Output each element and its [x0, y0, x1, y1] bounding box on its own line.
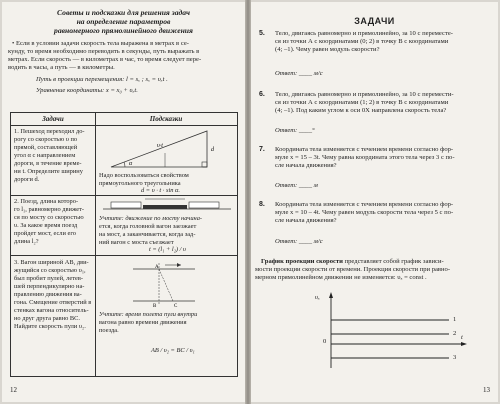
formula1: d = υ · t · sin α.: [141, 187, 181, 194]
hint3-line2: вагона равно времени движения: [99, 319, 187, 326]
problem-7-answer: Ответ: ____ м: [275, 182, 318, 189]
left-header-line1: Советы и подсказки для решения задач: [57, 8, 190, 17]
left-page: [2, 2, 245, 402]
problem-7-line3: сле начала движения?: [275, 162, 337, 169]
axis-v-label: υₓ: [315, 294, 320, 301]
problem-5-line1: Тело, двигаясь равномерно и прямолинейно, за 10 с переместе-: [275, 30, 453, 37]
intro-line1: • Если в условии задачи скорость тела выражена в метрах в се-: [12, 40, 189, 47]
svg-text:B: B: [153, 304, 157, 309]
formula2: t = (l₁ + l₂) / υ: [149, 246, 186, 253]
left-header-line3: равномерного прямолинейного движения: [54, 26, 193, 35]
line-3-label: 3: [453, 354, 457, 361]
problem-7-number: 7.: [259, 146, 265, 153]
row1-divider: [11, 195, 237, 196]
graph-text-line2: мости проекции скорости от времени. Проекция скорости при равно-: [255, 266, 451, 273]
train-on-bridge-diagram: [101, 197, 233, 213]
hint3-line1: Учтите: время полета пули внутри: [99, 311, 198, 318]
intro-line3: метрах. Если скорость — в километрах в час, то время следует пере-: [8, 56, 202, 63]
line-2-label: 2: [453, 330, 457, 337]
hint2-line4: ний вагон с моста съезжает: [99, 239, 174, 246]
problem-6-line2: ся из точки А с координатами (1; 2) в точку В с координатами: [275, 99, 449, 106]
problem-6-line3: (4; –1). Под каким углом к оси 0Х направлена скорость тела?: [275, 107, 447, 114]
graph-text-rest-1: представляет собой график зависи-: [342, 258, 444, 265]
hint2-line2: ется, когда головной вагон заезжает: [99, 223, 197, 230]
problem-7-line1: Координата тела изменяется с течением времени согласно фор-: [275, 146, 454, 153]
hint2-line3: на мост, а заканчивается, когда зад-: [99, 231, 196, 238]
line-1-label: 1: [453, 316, 457, 323]
left-header-line2: на определение параметров: [76, 17, 171, 26]
problem-6-answer: Ответ: ____°: [275, 127, 315, 134]
column-divider: [95, 113, 96, 376]
graph-text-line3: мерном прямолинейном движении не изменяется: υₓ = const .: [255, 274, 427, 281]
svg-text:C: C: [174, 304, 178, 309]
problem-8-line1: Координата тела изменяется с течением времени согласно фор-: [275, 201, 454, 208]
problems-title: ЗАДАЧИ: [354, 16, 395, 26]
problem-6-number: 6.: [259, 91, 265, 98]
intro-line2: кунду, то время необходимо переводить в секунды, путь выражать в: [8, 48, 200, 55]
svg-text:A: A: [155, 265, 159, 270]
left-page-number: 12: [10, 386, 17, 394]
formula3: AB / υ₂ = BC / υ₁: [151, 347, 195, 354]
axis-t-label: t: [461, 334, 463, 341]
hint2-line1: Учтите: движение по мосту начина-: [99, 215, 203, 222]
right-page-number: 13: [483, 386, 490, 394]
velocity-graph: [311, 290, 471, 372]
problem-8-answer: Ответ: ____ м/с: [275, 238, 323, 245]
svg-text:d: d: [211, 147, 214, 153]
problem-5-number: 5.: [259, 30, 265, 37]
problem-5-line2: ся из точки А с координатами (0; 2) в точку В с координатами: [275, 38, 449, 45]
axis-origin-label: 0: [323, 338, 327, 345]
wagon-bullet-diagram: [129, 259, 199, 309]
hint1-line2: прямоугольного треугольника: [99, 180, 181, 187]
right-page: [251, 2, 498, 402]
svg-text:α: α: [129, 161, 133, 167]
intro-line4: водить в часы, а путь — в километры.: [8, 64, 115, 71]
hints-column-header: Подсказки: [149, 115, 183, 123]
hints-table: Задачи Подсказки 1. Пешеход переходил до- рогу со скоростью υ по прямой, составляющей угол α с направлением дороги, в течение време- ни t. Определите ширину дороги d. α υ·t d Надо воспользоваться свойством прямоугольного треугольника d = υ · t · sin α. 2. Поезд, длина которо- го l₁, равномерно движет- ся по мосту со скоростью υ. За какое время поезд пройдет мост, если его длина l₂? Учтите: движение по мосту начина- ется, когда головной вагон заезжает на мост, а заканчивается, когда зад- ний вагон с моста съезжает t = (l₁ + l₂) / υ 3. Вагон шириной АВ, дви- жущийся со скоростью υ₁, был пробит пулей, летев- шей перпендикулярно на- правлению движения ва- гона. Смещение отверстий в стенках вагона относитель- но друг друга равно ВС. Найдите скорость пули υ₂. A B C Учтите: время полета пули внутри вагона равно времени движения поезда. AB / υ₂ = BC / υ₁: [10, 112, 238, 377]
svg-text:υ·t: υ·t: [157, 143, 163, 149]
problem-5-line3: (4; –1). Чему равен модуль скорости?: [275, 46, 380, 53]
problem-7-line2: муле x = 15 – 3t. Чему равна координата этого тела через 3 с по-: [275, 154, 455, 161]
equation-line: Уравнение координаты: x = x₀ + υₓt.: [36, 87, 138, 94]
problem-8-number: 8.: [259, 201, 265, 208]
header-divider: [11, 125, 237, 126]
problem-5-answer: Ответ: ____ м/с: [275, 70, 323, 77]
problem-8-line2: муле x = 10 – 4t. Чему равен модуль скорости тела через 5 с по-: [275, 209, 454, 216]
right-triangle-diagram: [107, 127, 227, 169]
hint3-line3: поезда.: [99, 327, 119, 334]
tasks-column-header: Задачи: [42, 115, 64, 123]
hint1-line1: Надо воспользоваться свойством: [99, 172, 189, 179]
graph-term: График проекции скорости: [261, 258, 343, 265]
problem-8-line3: сле начала движения?: [275, 217, 337, 224]
problem-6-line1: Тело, двигаясь равномерно и прямолинейно, за 10 с перемести-: [275, 91, 454, 98]
path-line: Путь в проекции перемещения: l = sₓ ; sₓ = υₓt .: [36, 76, 168, 83]
row2-divider: [11, 255, 237, 256]
